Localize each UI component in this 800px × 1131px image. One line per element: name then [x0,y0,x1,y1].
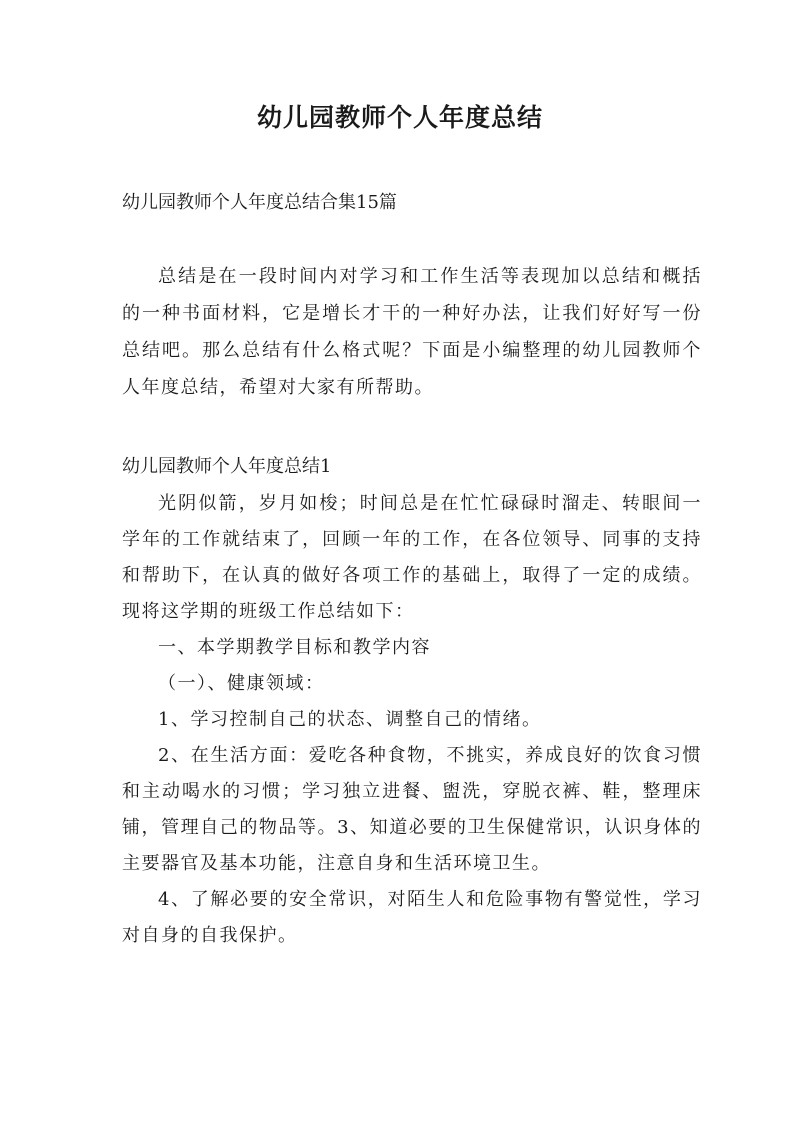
body-paragraph: （一）、健康领域： [158,673,325,694]
section-heading: 幼儿园教师个人年度总结1 [122,456,332,477]
body-paragraph: 4、了解必要的安全常识，对陌生人和危险事物有警觉性，学习对自身的自我保护。 [122,889,702,946]
section-body [122,486,702,954]
body-paragraph: 光阴似箭，岁月如梭；时间总是在忙忙碌碌时溜走、转眼间一学年的工作就结束了，回顾一年的工作，在各位领导、同事的支持和帮助下，在认真的做好各项工作的基础上，取得了一定的成绩。现将这学期的班级工作总结如下： [122,493,702,622]
body-paragraph: 2、在生活方面：爱吃各种食物，不挑实，养成良好的饮食习惯和主动喝水的习惯；学习独立进餐、盥洗，穿脱衣裤、鞋，整理床铺，管理自己的物品等。3、知道必要的卫生保健常识，认识身体的主要器官及基本功能，注意自身和生活环境卫生。 [122,745,702,874]
body-paragraph: 1、学习控制自己的状态、调整自己的情绪。 [158,709,542,730]
document-title: 幼儿园教师个人年度总结 [256,103,543,132]
document-subtitle: 幼儿园教师个人年度总结合集15篇 [122,192,397,213]
body-paragraph: 一、本学期教学目标和教学内容 [158,637,431,658]
intro-paragraph: 总结是在一段时间内对学习和工作生活等表现加以总结和概括的一种书面材料，它是增长才干的一种好办法，让我们好好写一份总结吧。那么总结有什么格式呢？下面是小编整理的幼儿园教师个人年度总结，希望对大家有所帮助。 [122,266,702,398]
